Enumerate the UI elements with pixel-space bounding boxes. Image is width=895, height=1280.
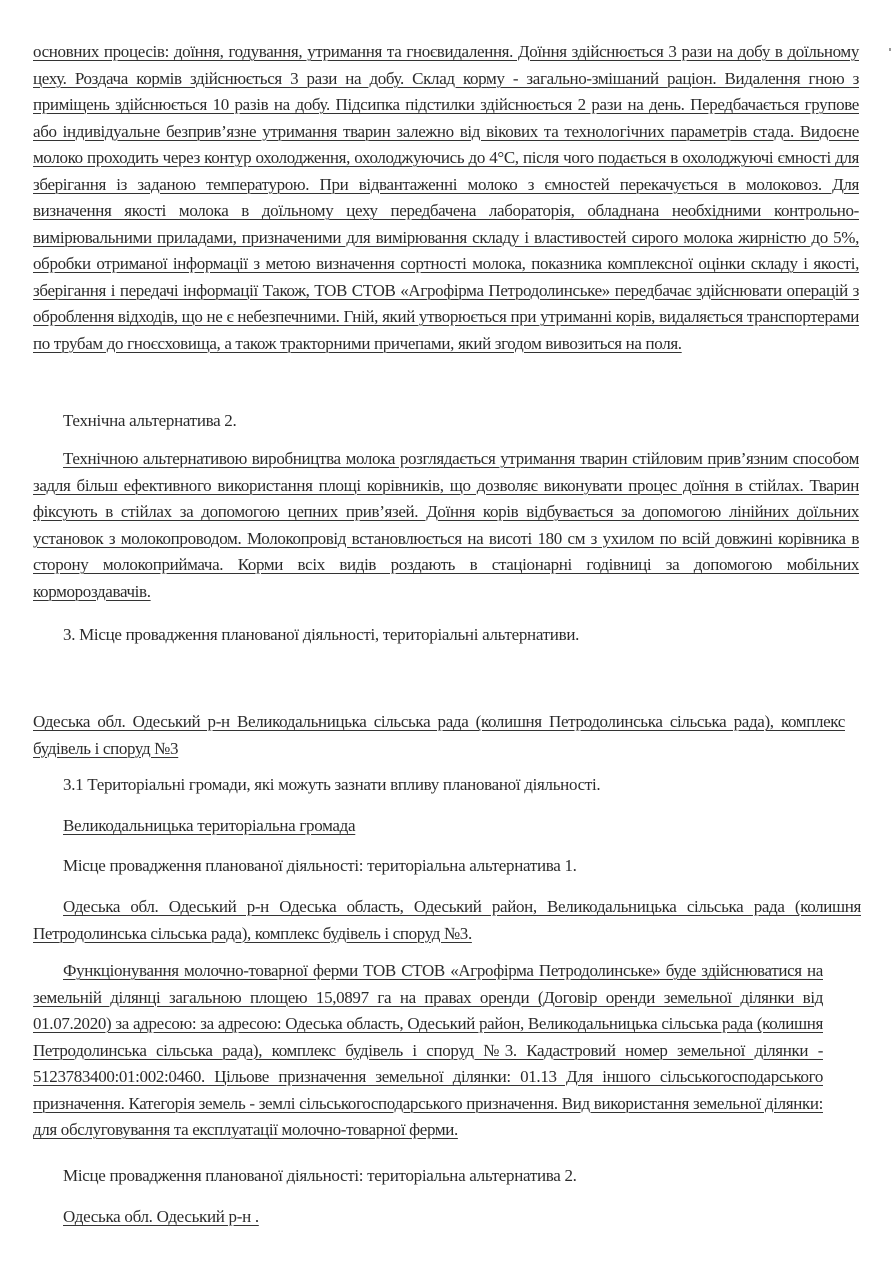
paragraph-tech-alt-2: Технічною альтернативою виробництва молока розглядається утримання тварин стійловим прив’язним способом задля більш ефективного використання площі корівників, що дозволяє виконувати процес доїння в стійлах. Тварин фіксують в стійлах за допомогою цепних прив’язей. Доїння корів відбувається за допомогою лінійних доїльних установок з молокопроводом. Молокопровід встановлюється на висоті 180 см з ухилом по всій довжині корівника в сторону молокоприймача. Корми всіх видів роздають в стаціонарні годівниці за допомогою мобільних кормороздавачів. — [33, 449, 859, 601]
community-name: Великодальницька територіальна громада — [63, 816, 356, 835]
heading-section-3-1: 3.1 Територіальні громади, які можуть зазнати впливу планованої діяльності. — [63, 775, 601, 794]
heading-section-3: 3. Місце провадження планованої діяльності, територіальні альтернативи. — [63, 625, 580, 644]
heading-terr-alt-2: Місце провадження планованої діяльності: територіальна альтернатива 2. — [63, 1166, 577, 1185]
heading-terr-alt-1: Місце провадження планованої діяльності: територіальна альтернатива 1. — [63, 856, 577, 875]
paragraph-processes: основних процесів: доїння, годування, утримання та гноєвидалення. Доїння здійснюється 3 рази на добу в доїльному цеху. Роздача кормів здійснюється 3 рази на добу. Склад корму - загально-змішаний раціон. Видалення гною з приміщень здійснюється 10 разів на добу. Підсипка підстилки здійснюється 2 рази на день. Передбачається групове або індивідуальне безприв’язне утримання тварин залежно від вікових та технологічних параметрів стада. Видоєне молоко проходить через контур охолодження, охолоджуючись до 4°С, після чого подається в охолоджуючі ємності для зберігання із заданою температурою. При відвантаженні молоко з ємностей перекачується в молоковоз. Для визначення якості молока в доїльному цеху передбачена лабораторія, обладнана необхідними контрольно-вимірювальними приладами, призначеними для вимірювання складу і властивостей сирого молока жирністю до 5%, обробки отриманої інформації з метою визначення сортності молока, показника комплексної оцінки складу і якості, зберігання і передачі інформації Також, ТОВ СТОВ «Агрофірма Петродолинське» передбачає здійснювати операцій з оброблення відходів, що не є небезпечними. Гній, який утворюється при утриманні корів, видаляється транспортерами по трубам до гноєсховища, а також тракторними причепами, який згодом вивозиться на поля. — [33, 42, 859, 353]
paragraph-farm: Функціонування молочно-товарної ферми ТОВ СТОВ «Агрофірма Петродолинське» буде здійснюватися на земельній ділянці загальною площею 15,0897 га на правах оренди (Договір оренди земельної ділянки від 01.07.2020) за адресою: за адресою: Одеська область, Одеський район, Великодальницька сільська рада (колишня Петродолинська сільська рада), комплекс будівель і споруд №3. Кадастровий номер земельної ділянки - 5123783400:01:002:0460. Цільове призначення земельної ділянки: 01.13 Для іншого сільськогосподарського призначення. Категорія земель - землі сільськогосподарського призначення. Вид використання земельної ділянки: для обслуговування та експлуатації молочно-товарної ферми. — [33, 961, 823, 1139]
scan-mark — [889, 48, 891, 51]
address-main: Одеська обл. Одеський р-н Великодальницька сільська рада (колишня Петродолинська сільська рада), комплекс будівель і споруд №3 — [33, 712, 845, 758]
address-alt-1: Одеська обл. Одеський р-н Одеська область, Одеський район, Великодальницька сільська рада (колишня Петродолинська сільська рада), комплекс будівель і споруд №3. — [33, 897, 861, 943]
address-alt-2: Одеська обл. Одеський р-н . — [63, 1207, 259, 1226]
heading-tech-alt-2: Технічна альтернатива 2. — [63, 411, 237, 430]
